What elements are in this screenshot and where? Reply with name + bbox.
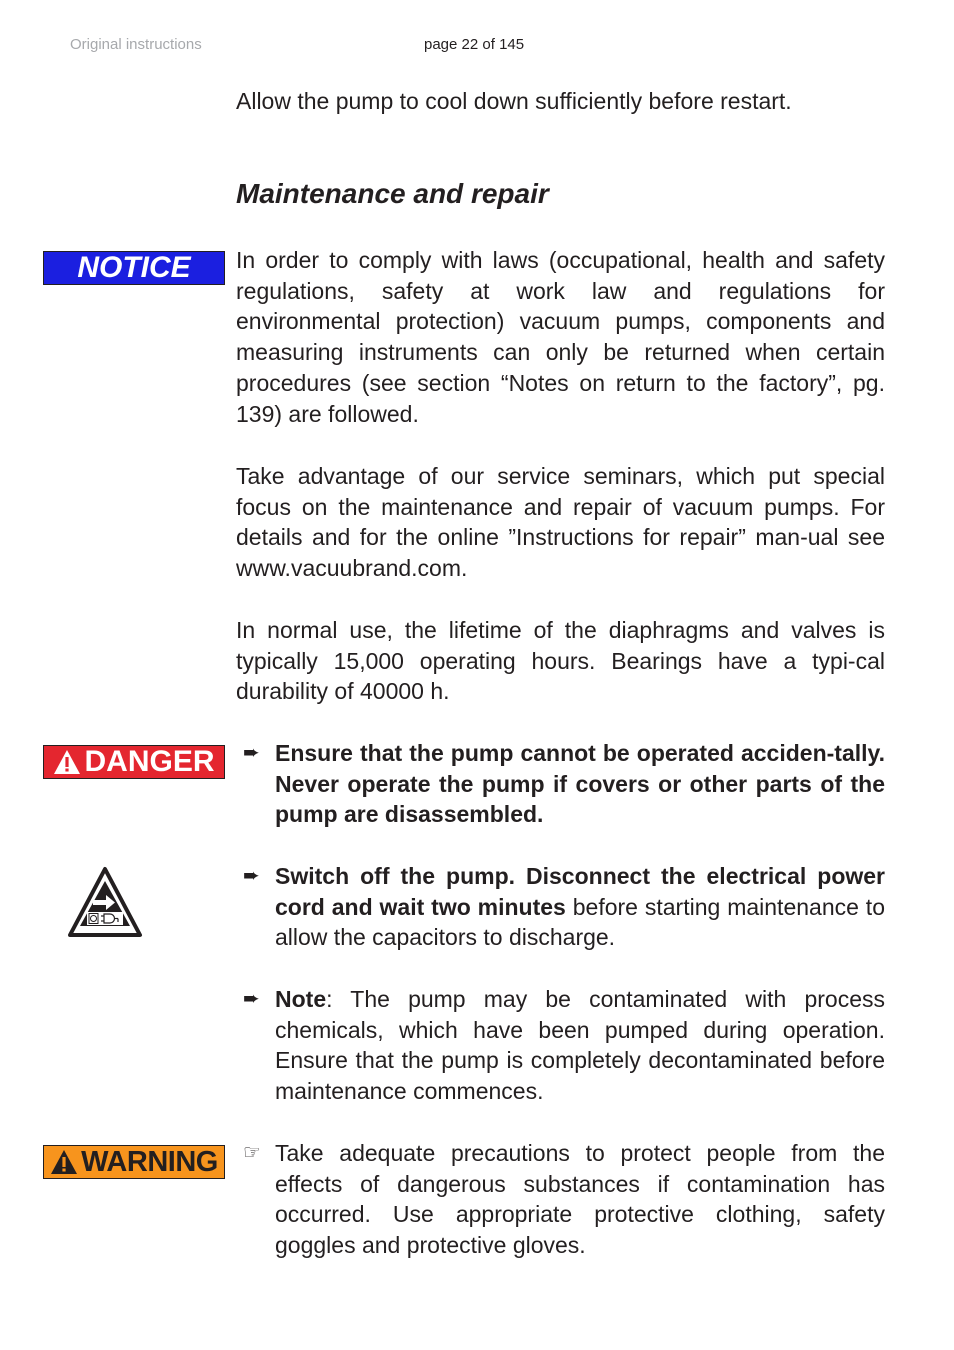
- paragraph-service-seminars: Take advantage of our service seminars, which put special focus on the maintenance and repair of vacuum pumps. For details and for the online ”Instructions for repair” man-ual see www.vacuubrand.com.: [236, 463, 885, 582]
- warning-badge: [43, 1145, 225, 1179]
- arrow-marker-icon: ➨: [243, 742, 260, 764]
- arrow-marker-icon: ➨: [243, 988, 260, 1010]
- header-document-type: Original instructions: [70, 36, 202, 53]
- instruction-text: before starting maintenance to allow the capacitors to discharge.: [275, 893, 885, 951]
- arrow-marker-icon: ➨: [243, 865, 260, 887]
- paragraph-return-procedure: In order to comply with laws (occupational, health and safety regulations, safety at work law and regulations for environmental protection) vacuum pumps, components and measuring instruments can only be returned when certain procedures (see section “Notes on return to the factory”, pg. 139) are followed.: [236, 247, 885, 427]
- instruction-text: : The pump may be contaminated with process chemicals, which have been pumped during operation. Ensure that the pump is completely decontaminated before maintenance commences.: [275, 986, 885, 1105]
- intro-text: Allow the pump to cool down sufficiently before restart.: [236, 88, 792, 114]
- instruction-bold: Switch off the pump. Disconnect the electrical power cord and wait two minutes: [275, 863, 885, 920]
- paragraph-lifetime: In normal use, the lifetime of the diaphragms and valves is typically 15,000 operating hours. Bearings have a typi-cal durability of 40000 h.: [236, 617, 885, 705]
- danger-label: DANGER: [84, 745, 215, 778]
- precaution-item: [243, 1138, 885, 1261]
- header-page-number: page 22 of 145: [424, 36, 525, 53]
- warning-label: WARNING: [81, 1145, 218, 1178]
- instruction-item: [243, 984, 885, 1107]
- precaution-text: Take adequate precautions to protect people from the effects of dangerous substances if contamination has occurred. Use appropriate protective clothing, safety goggles and protective gloves.: [275, 1140, 885, 1259]
- warning-triangle-icon: [53, 749, 81, 775]
- danger-badge: [43, 745, 225, 779]
- notice-label: NOTICE: [77, 251, 191, 284]
- instruction-bold: Ensure that the pump cannot be operated acciden-tally. Never operate the pump if covers or other parts of the pump are disassembled.: [275, 740, 885, 828]
- instruction-item: [243, 738, 885, 830]
- pointing-hand-icon: ☞: [243, 1142, 261, 1164]
- section-title: Maintenance and repair: [236, 178, 549, 209]
- instruction-item: [243, 861, 885, 953]
- disconnect-power-symbol-icon: [67, 865, 143, 941]
- warning-triangle-icon: [50, 1149, 78, 1175]
- instruction-bold: Note: [275, 986, 327, 1012]
- notice-badge: [43, 251, 225, 285]
